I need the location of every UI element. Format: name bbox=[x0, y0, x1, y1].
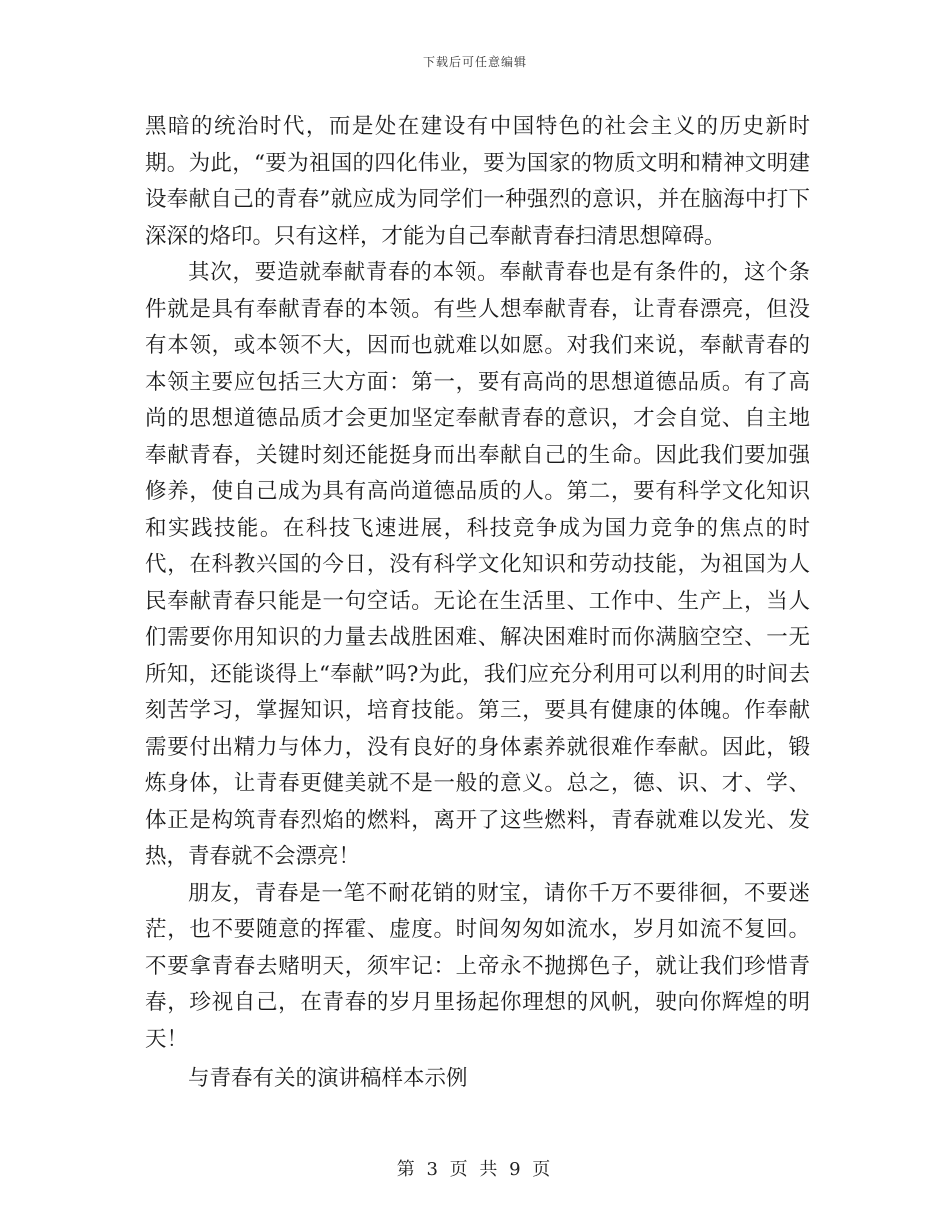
page-number: 第 3 页 共 9 页 bbox=[396, 1159, 554, 1180]
document-body bbox=[145, 109, 810, 1098]
section-title: 与青春有关的演讲稿样本示例 bbox=[188, 1066, 468, 1091]
page-header: 下载后可任意编辑 bbox=[422, 55, 527, 69]
paragraph-3: 朋友，青春是一笔不耐花销的财宝，请你千万不要徘徊，不要迷茫，也不要随意的挥霍、虚度。时间匆匆如流水，岁月如流不复回。不要拿青春去赌明天，须牢记：上帝永不抛掷色子，就让我们珍惜青春，珍视自己，在青春的岁月里扬起你理想的风帆，驶向你辉煌的明天！ bbox=[145, 880, 810, 1052]
paragraph-2: 其次，要造就奉献青春的本领。奉献青春也是有条件的，这个条件就是具有奉献青春的本领。有些人想奉献青春，让青春漂亮，但没有本领，或本领不大，因而也就难以如愿。对我们来说，奉献青春的本领主要应包括三大方面：第一，要有高尚的思想道德品质。有了高尚的思想道德品质才会更加坚定奉献青春的意识，才会自觉、自主地奉献青春，关键时刻还能挺身而出奉献自己的生命。因此我们要加强修养，使自己成为具有高尚道德品质的人。第二，要有科学文化知识和实践技能。在科技飞速进展，科技竞争成为国力竞争的焦点的时代，在科教兴国的今日，没有科学文化知识和劳动技能，为祖国为人民奉献青春只能是一句空话。无论在生活里、工作中、生产上，当人们需要你用知识的力量去战胜困难、解决困难时而你满脑空空、一无所知，还能谈得上“奉献”吗?为此，我们应充分利用可以利用的时间去刻苦学习，掌握知识，培育技能。第三，要具有健康的体魄。作奉献需要付出精力与体力，没有良好的身体素养就很难作奉献。因此，锻炼身体，让青春更健美就不是一般的意义。总之，德、识、才、学、体正是构筑青春烈焰的燃料，离开了这些燃料，青春就难以发光、发热，青春就不会漂亮！ bbox=[145, 260, 810, 869]
paragraph-1: 黑暗的统治时代，而是处在建设有中国特色的社会主义的历史新时期。为此，“要为祖国的四化伟业，要为国家的物质文明和精神文明建设奉献自己的青春”就应成为同学们一种强烈的意识，并在脑海中打下深深的烙印。只有这样，才能为自己奉献青春扫清思想障碍。 bbox=[145, 114, 810, 249]
